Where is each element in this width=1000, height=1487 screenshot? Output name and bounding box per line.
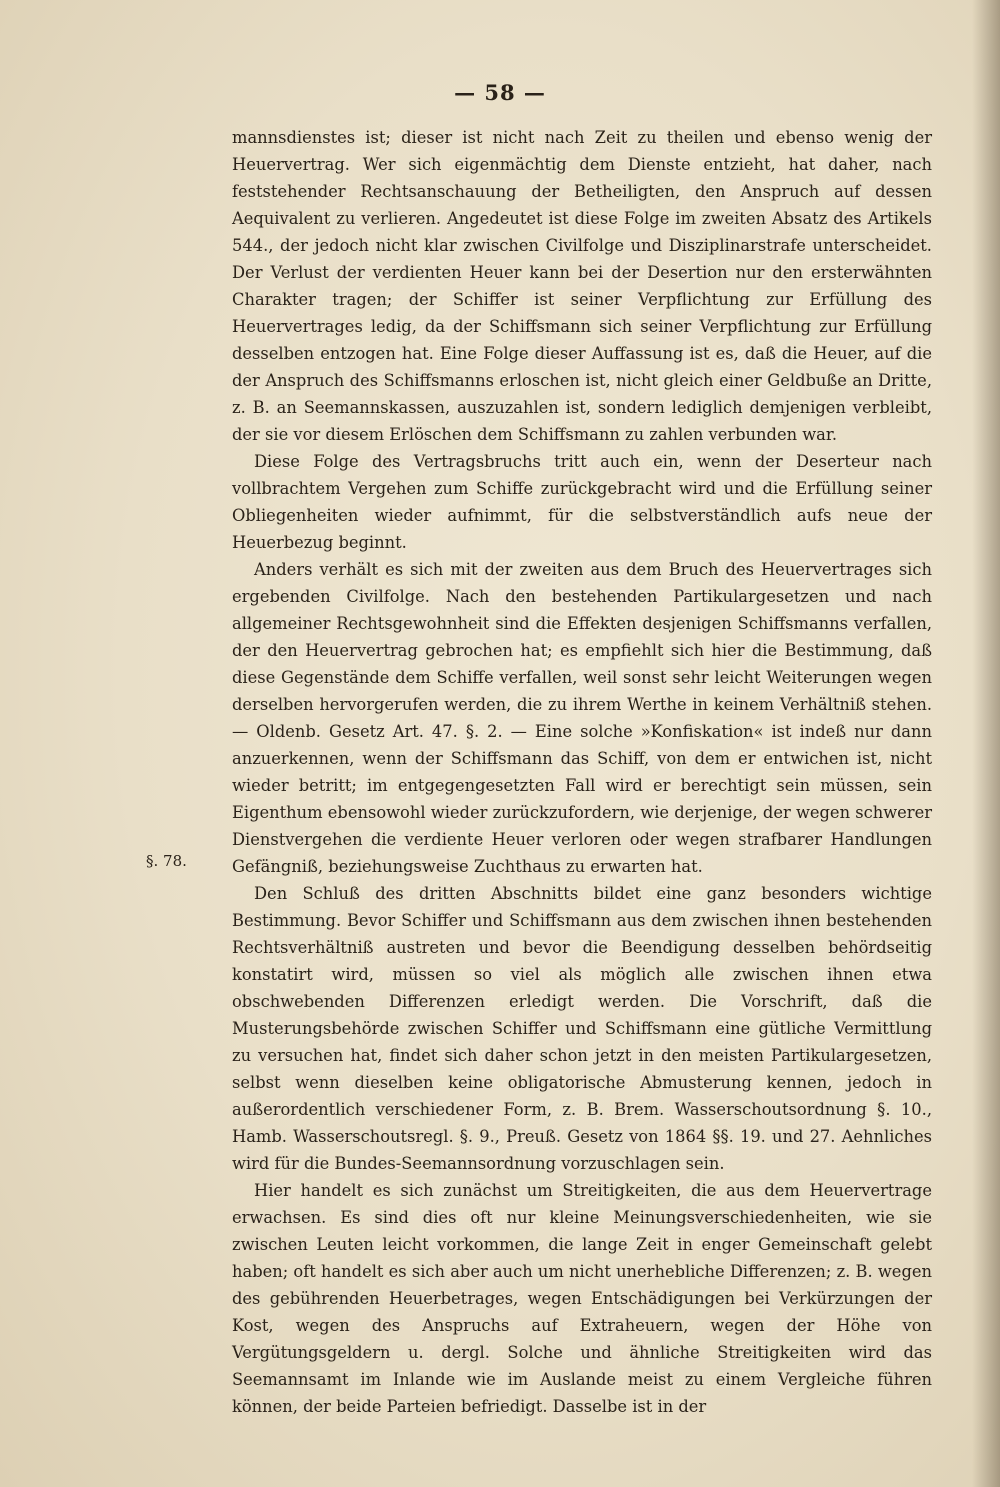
binding-shadow	[972, 0, 1000, 1487]
margin-note-section: §. 78.	[146, 852, 187, 870]
paragraph: mannsdienstes ist; dieser ist nicht nach Zeit zu theilen und ebenso wenig der Heuervertrag. Wer sich eigenmächtig dem Dienste entzieht, hat daher, nach feststehender Rechtsanschauung der Betheiligten, den Anspruch auf dessen Aequivalent zu verlieren. Angedeutet ist diese Folge im zweiten Absatz des Artikels 544., der jedoch nicht klar zwischen Civilfolge und Disziplinarstrafe unterscheidet. Der Verlust der verdienten Heuer kann bei der Desertion nur den ersterwähnten Charakter tragen; der Schiffer ist seiner Verpflichtung zur Erfüllung des Heuervertrages ledig, da der Schiffsmann sich seiner Verpflichtung zur Erfüllung desselben entzogen hat. Eine Folge dieser Auffassung ist es, daß die Heuer, auf die der Anspruch des Schiffsmanns erloschen ist, nicht gleich einer Geldbuße an Dritte, z. B. an Seemannskassen, auszuzahlen ist, sondern lediglich demjenigen verbleibt, der sie vor diesem Erlöschen dem Schiffsmann zu zahlen verbunden war.	[232, 128, 932, 444]
body-text	[232, 124, 932, 1420]
paragraph: Anders verhält es sich mit der zweiten aus dem Bruch des Heuervertrages sich ergebenden Civilfolge. Nach den bestehenden Partikulargesetzen und nach allgemeiner Rechtsgewohnheit sind die Effekten desjenigen Schiffsmanns verfallen, der den Heuervertrag gebrochen hat; es empfiehlt sich hier die Bestimmung, daß diese Gegenstände dem Schiffe verfallen, weil sonst sehr leicht Weiterungen wegen derselben hervorgerufen werden, die zu ihrem Werthe in keinem Verhältniß stehen. — Oldenb. Gesetz Art. 47. §. 2. — Eine solche »Konfiskation« ist indeß nur dann anzuerkennen, wenn der Schiffsmann das Schiff, von dem er entwichen ist, nicht wieder betritt; im entgegengesetzten Fall wird er berechtigt sein müssen, sein Eigenthum ebensowohl wieder zurückzufordern, wie derjenige, der wegen schwerer Dienstvergehen die verdiente Heuer verloren oder wegen strafbarer Handlungen Gefängniß, beziehungsweise Zuchthaus zu erwarten hat.	[232, 560, 932, 876]
paragraph: Den Schluß des dritten Abschnitts bildet eine ganz besonders wichtige Bestimmung. Bevor Schiffer und Schiffsmann aus dem zwischen ihnen bestehenden Rechtsverhältniß austreten und bevor die Beendigung desselben behördseitig konstatirt wird, müssen so viel als möglich alle zwischen ihnen etwa obschwebenden Differenzen erledigt werden. Die Vorschrift, daß die Musterungsbehörde zwischen Schiffer und Schiffsmann eine gütliche Vermittlung zu versuchen hat, findet sich daher schon jetzt in den meisten Partikulargesetzen, selbst wenn dieselben keine obligatorische Abmusterung kennen, jedoch in außerordentlich verschiedener Form, z. B. Brem. Wasserschoutsordnung §. 10., Hamb. Wasserschoutsregl. §. 9., Preuß. Gesetz von 1864 §§. 19. und 27. Aehnliches wird für die Bundes-Seemannsordnung vorzuschlagen sein.	[232, 884, 932, 1173]
paragraph: Hier handelt es sich zunächst um Streitigkeiten, die aus dem Heuervertrage erwachsen. Es sind dies oft nur kleine Meinungsverschiedenheiten, wie sie zwischen Leuten leicht vorkommen, die lange Zeit in enger Gemeinschaft gelebt haben; oft handelt es sich aber auch um nicht unerhebliche Differenzen; z. B. wegen des gebührenden Heuerbetrages, wegen Entschädigungen bei Verkürzungen der Kost, wegen des Anspruchs auf Extraheuern, wegen der Höhe von Vergütungsgeldern u. dergl. Solche und ähnliche Streitigkeiten wird das Seemannsamt im Inlande wie im Auslande meist zu einem Vergleiche führen können, der beide Parteien befriedigt. Dasselbe ist in der	[232, 1181, 932, 1416]
paragraph: Diese Folge des Vertragsbruchs tritt auch ein, wenn der Deserteur nach vollbrachtem Vergehen zum Schiffe zurückgebracht wird und die Erfüllung seiner Obliegenheiten wieder aufnimmt, für die selbstverständlich aufs neue der Heuerbezug beginnt.	[232, 452, 932, 552]
page-number: — 58 —	[454, 80, 546, 105]
